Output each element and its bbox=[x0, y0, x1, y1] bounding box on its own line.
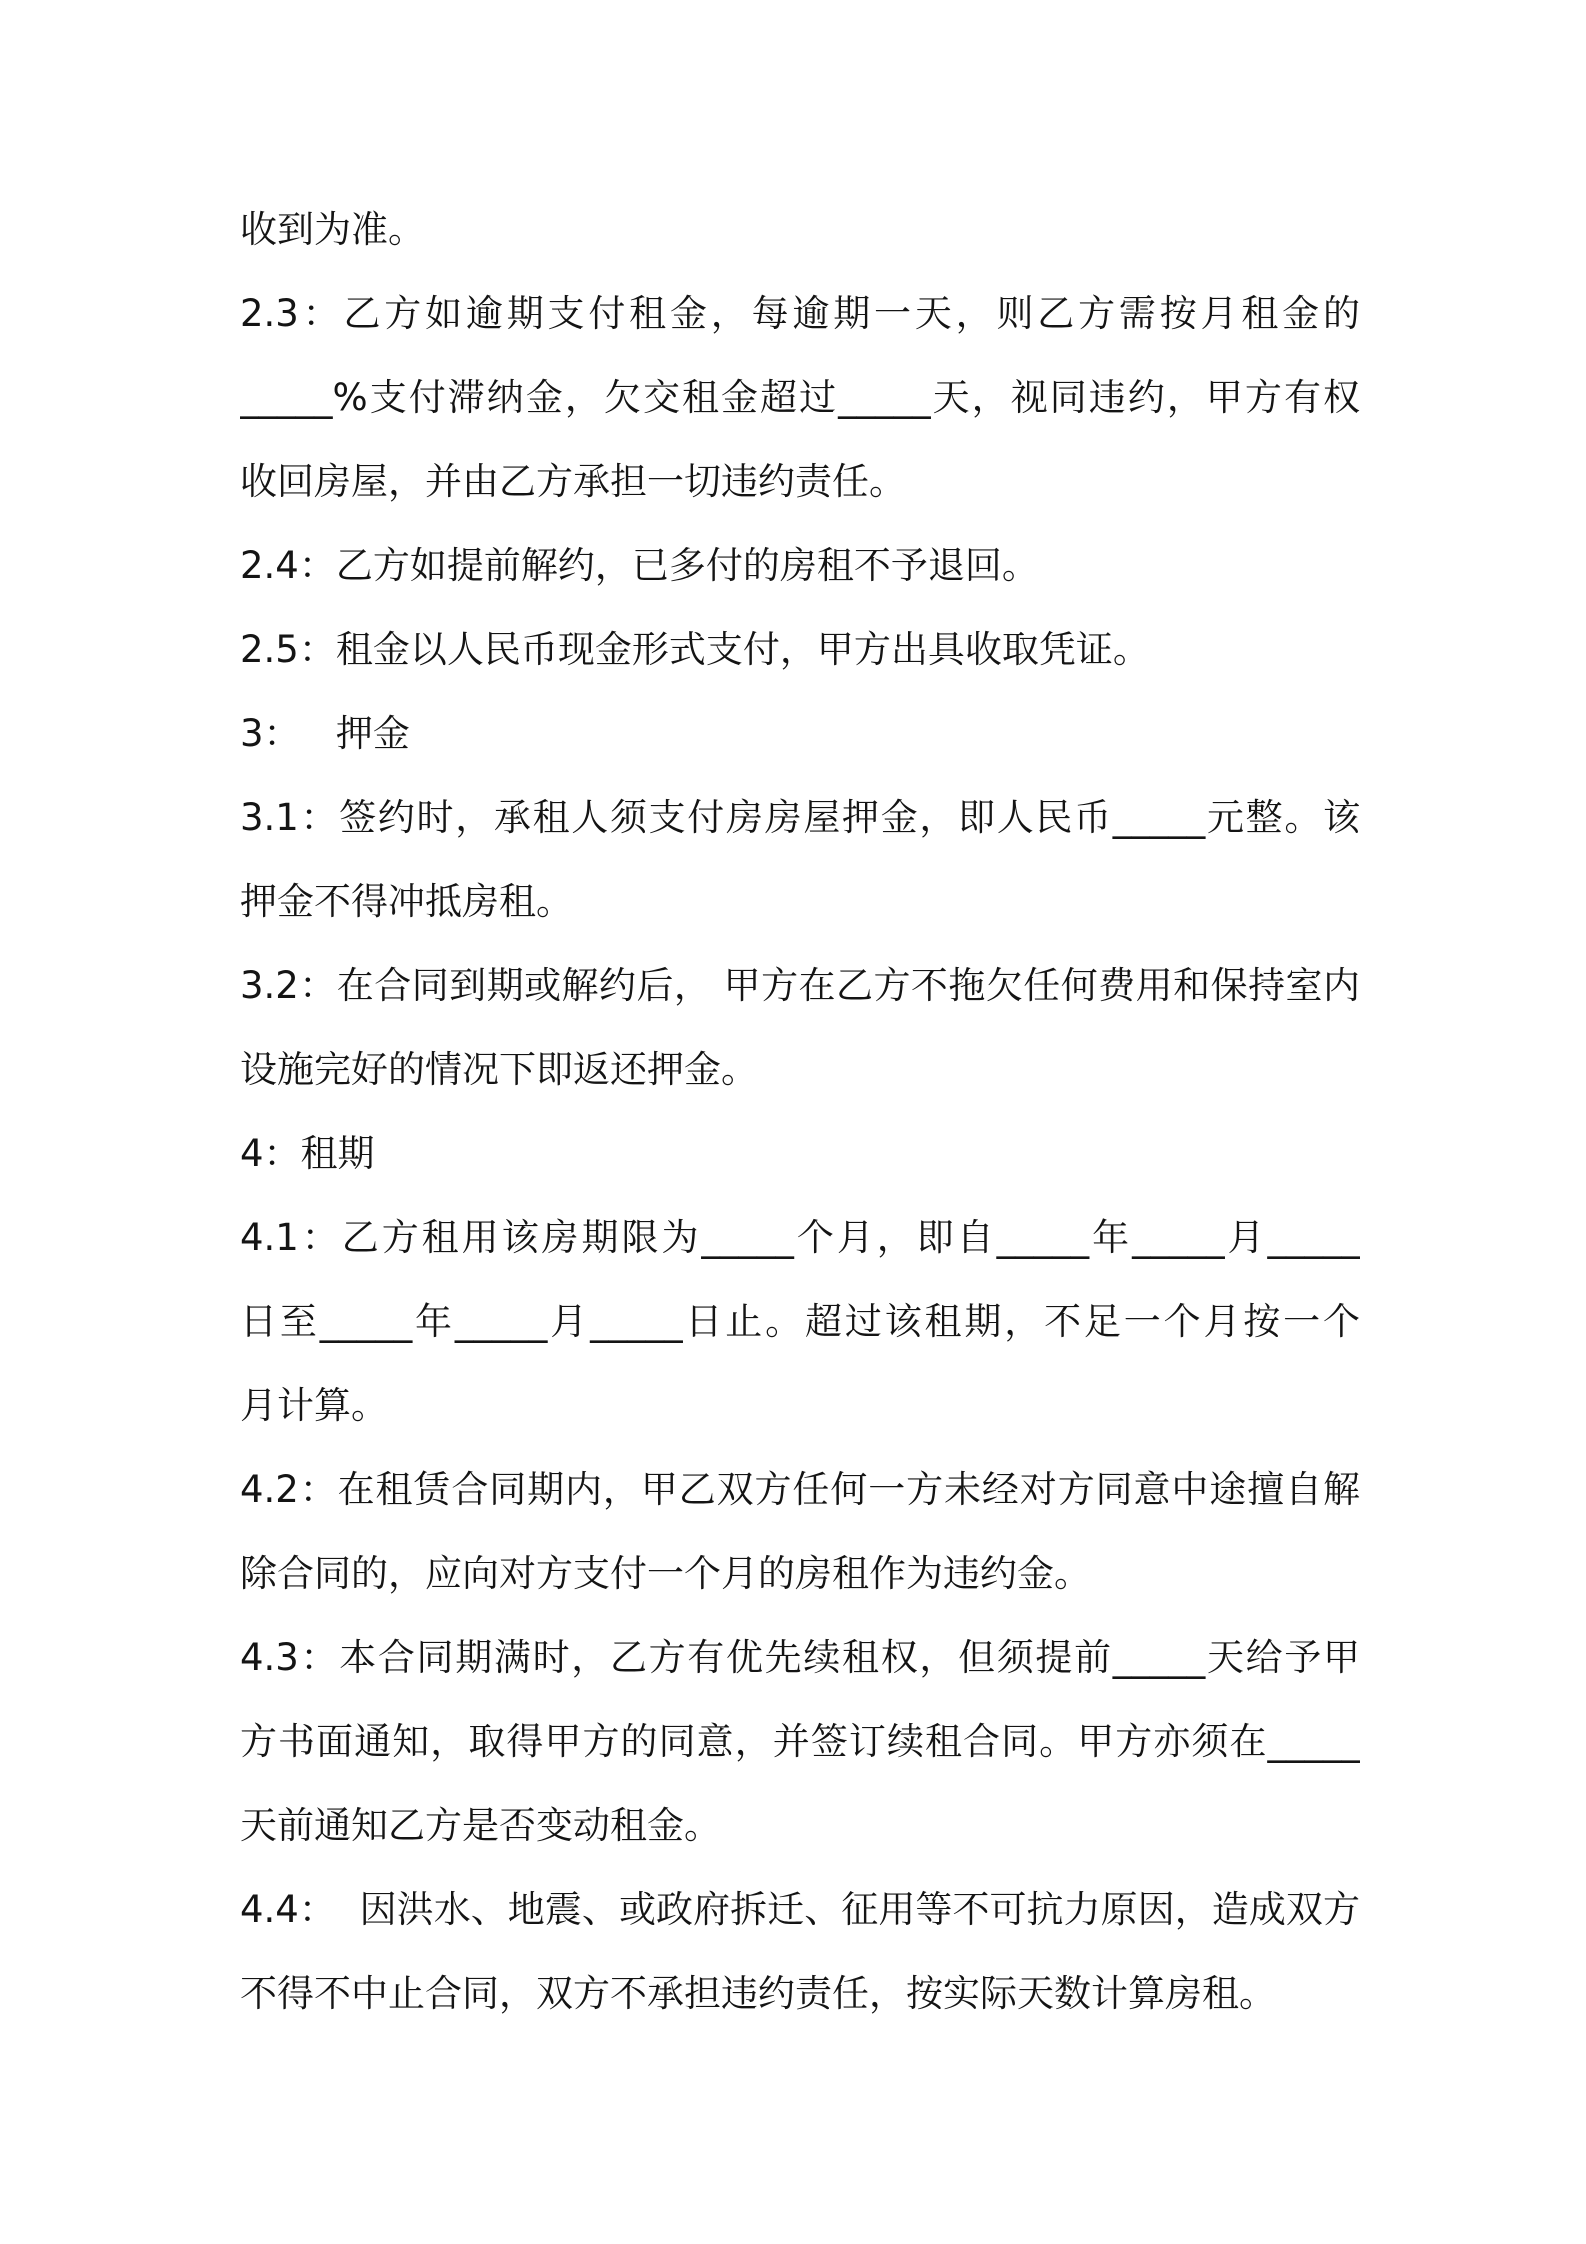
text-line: 不得不中止合同，双方不承担违约责任，按实际天数计算房租。 bbox=[240, 1972, 1276, 2015]
text-line: _____%支付滞纳金，欠交租金超过_____天，视同违约，甲方有权 bbox=[240, 376, 1360, 419]
text-line: 设施完好的情况下即返还押金。 bbox=[240, 1048, 758, 1091]
text-line: 除合同的，应向对方支付一个月的房租作为违约金。 bbox=[240, 1552, 1091, 1595]
text-line: 3.2：在合同到期或解约后， 甲方在乙方不拖欠任何费用和保持室内 bbox=[240, 964, 1360, 1007]
text-line: 方书面通知，取得甲方的同意，并签订续租合同。甲方亦须在_____ bbox=[240, 1720, 1360, 1763]
section-heading: 3： 押金 bbox=[240, 712, 410, 755]
text-line: 收回房屋，并由乙方承担一切违约责任。 bbox=[240, 460, 906, 503]
text-line: 月计算。 bbox=[240, 1384, 388, 1427]
document-body bbox=[240, 188, 1360, 2036]
text-line: 天前通知乙方是否变动租金。 bbox=[240, 1804, 721, 1847]
section-heading: 4：租期 bbox=[240, 1132, 375, 1175]
text-line: 4.1：乙方租用该房期限为_____个月，即自_____年_____月_____ bbox=[240, 1216, 1360, 1259]
text-line: 4.2：在租赁合同期内，甲乙双方任何一方未经对方同意中途擅自解 bbox=[240, 1468, 1360, 1511]
text-line: 4.4： 因洪水、地震、或政府拆迁、征用等不可抗力原因，造成双方 bbox=[240, 1888, 1360, 1931]
text-line: 3.1：签约时，承租人须支付房房屋押金，即人民币_____元整。该 bbox=[240, 796, 1360, 839]
text-line: 日至_____年_____月_____日止。超过该租期，不足一个月按一个 bbox=[240, 1300, 1360, 1343]
text-line: 押金不得冲抵房租。 bbox=[240, 880, 573, 923]
text-line: 2.5：租金以人民币现金形式支付，甲方出具收取凭证。 bbox=[240, 628, 1150, 671]
text-line: 2.4：乙方如提前解约，已多付的房租不予退回。 bbox=[240, 544, 1039, 587]
text-line: 4.3：本合同期满时，乙方有优先续租权，但须提前_____天给予甲 bbox=[240, 1636, 1360, 1679]
text-line: 收到为准。 bbox=[240, 208, 425, 251]
text-line: 2.3：乙方如逾期支付租金，每逾期一天，则乙方需按月租金的 bbox=[240, 292, 1360, 335]
